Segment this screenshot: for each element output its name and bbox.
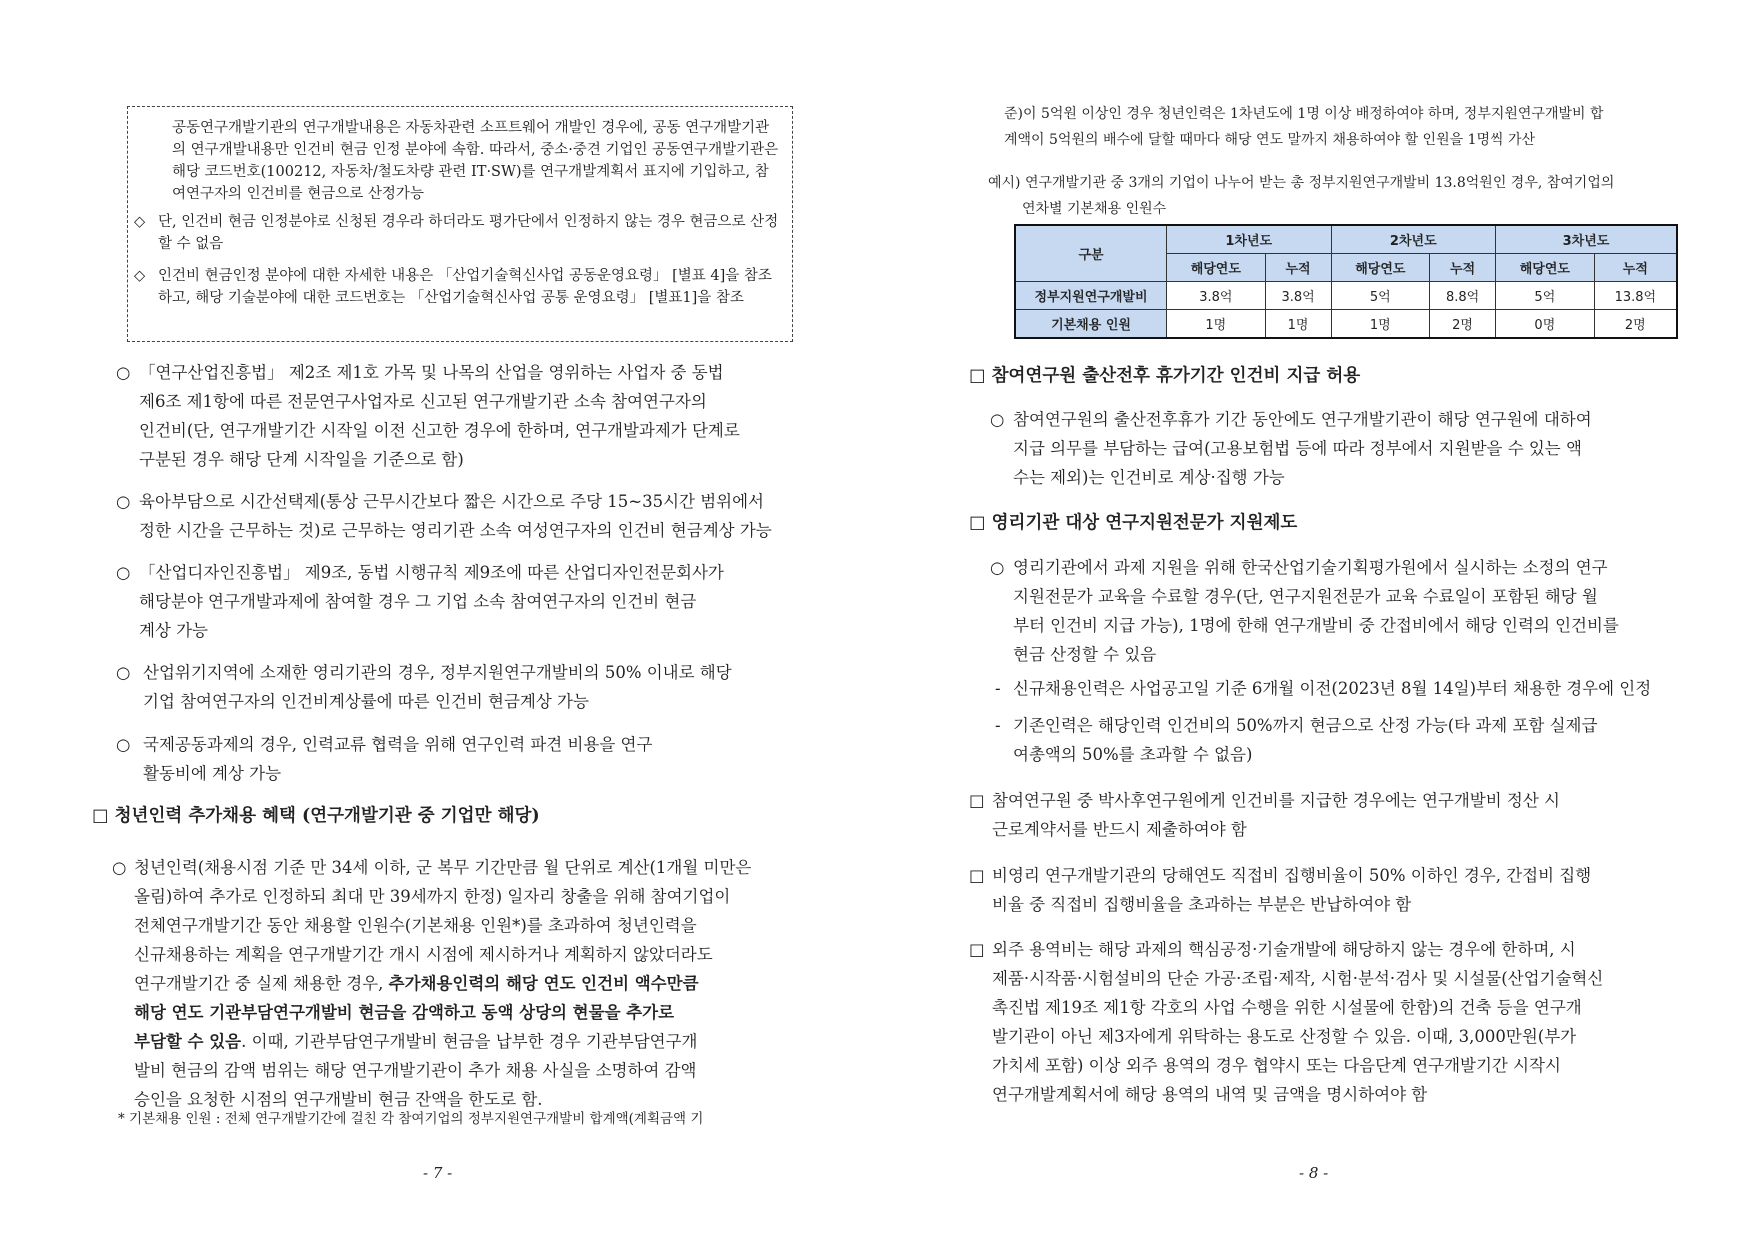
dash-bullet-icon: - [995,716,1001,735]
table-subheader: 누적 [1430,254,1496,282]
right-page-body [876,0,1753,1240]
circle-bullet-icon: ○ [990,410,1005,429]
table-row-label: 기본채용 인원 [1015,310,1167,339]
circle-bullet-icon: ○ [116,492,131,511]
dash-item: 기존인력은 해당인력 인건비의 50%까지 현금으로 산정 가능(타 과제 포함 실제급 여총액의 50%를 초과할 수 없음) [1013,716,1598,764]
section-heading-support-expert: □ 영리기관 대상 연구지원전문가 지원제도 [969,513,1298,533]
diamond-bullet-icon: ◇ [134,268,146,284]
note-box-para-2: 단, 인건비 현금 인정분야로 신청된 경우라 하더라도 평가단에서 인정하지 않는 경우 현금으로 산정할 수 없음 [158,214,779,252]
list-item: 「연구산업진흥법」 제2조 제1호 가목 및 나목의 산업을 영위하는 사업자 중 동법 제6조 제1항에 따른 전문연구사업자로 신고된 연구개발기관 소속 참여연구자의 인건비(단, 연구개발기간 시작일 이전 신고한 경우에 한하며, 연구개발과제가 단계로 구분된 경우 해당 단계 시작일을 기준으로 함) [139,363,740,469]
table-cell: 1명 [1331,310,1430,339]
circle-bullet-icon: ○ [990,558,1005,577]
list-item: 육아부담으로 시간선택제(통상 근무시간보다 짧은 시간으로 주당 15~35시간 범위에서 정한 시간을 근무하는 것)로 근무하는 영리기관 소속 여성연구자의 인건비 현금계상 가능 [139,492,772,540]
note-box [127,106,793,342]
note-box-para-1: 공동연구개발기관의 연구개발내용은 자동차관련 소프트웨어 개발인 경우에, 공동 연구개발기관의 연구개발내용만 인건비 현금 인정 분야에 속함. 따라서, 중소·중견 기업인 공동연구개발기관은 해당 코드번호(100212, 자동차/철도차량 관련 IT·SW)를 연구개발계획서 표지에 기입하고, 참여연구자의 인건비를 현금으로 산정가능 [172,120,779,202]
checkbox-square-icon: □ [969,366,986,386]
table-subheader: 누적 [1594,254,1677,282]
support-expert-paragraph: 영리기관에서 과제 지원을 위해 한국산업기술기획평가원에서 실시하는 소정의 연구 지원전문가 교육을 수료할 경우(단, 연구지원전문가 교육 수료일이 포함된 해당 월 부터 인건비 지급 가능), 1명에 한해 연구개발비 중 간접비에서 해당 인력의 인건비를 현금 산정할 수 있음 [1013,558,1619,664]
example-note: 예시) 연구개발기관 중 3개의 기업이 나누어 받는 총 정부지원연구개발비 13.8억원인 경우, 참여기업의 연차별 기본채용 인원수 [988,175,1615,217]
list-item: 「산업디자인진흥법」 제9조, 동법 시행규칙 제9조에 따른 산업디자인전문회사가 해당분야 연구개발과제에 참여할 경우 그 기업 소속 참여연구자의 인건비 현금 계상 가능 [139,563,724,640]
checkbox-square-icon: □ [969,513,986,533]
circle-bullet-icon: ○ [116,663,131,682]
circle-bullet-icon: ○ [112,858,127,877]
circle-bullet-icon: ○ [116,563,131,582]
table-subheader: 해당연도 [1331,254,1430,282]
outsourcing-item: 외주 용역비는 해당 과제의 핵심공정·기술개발에 해당하지 않는 경우에 한하며, 시 제품·시작품·시험설비의 단순 가공·조립·제작, 시험·분석·검사 및 시설물(산업기술혁신 촉진법 제19조 제1항 각호의 사업 수행을 위한 시설물에 한함)의 건축 등을 연구개 발기관이 아닌 제3자에게 위탁하는 용도로 산정할 수 있음. 이때, 3,000만원(부가 가치세 포함) 이상 외주 용역의 경우 협약시 또는 다음단계 연구개발기간 시작시 연구개발계획서에 해당 용역의 내역 및 금액을 명시하여야 함 [992,940,1604,1104]
table-cell: 1명 [1265,310,1331,339]
list-item: 산업위기지역에 소재한 영리기관의 경우, 정부지원연구개발비의 50% 이내로 해당 기업 참여연구자의 인건비계상률에 따른 인건비 현금계상 가능 [143,663,732,711]
diamond-bullet-icon: ◇ [134,214,146,230]
note-box-para-3: 인건비 현금인정 분야에 대한 자세한 내용은 「산업기술혁신사업 공동운영요령」 [별표 4]을 참조하고, 해당 기술분야에 대한 코드번호는 「산업기술혁신사업 공통 운영요령」 [별표1]을 참조 [158,268,772,306]
table-cell: 0명 [1496,310,1595,339]
left-page [0,0,876,1240]
table-cell: 8.8억 [1430,282,1496,310]
table-year-header: 1차년도 [1167,225,1332,254]
maternity-paragraph: 참여연구원의 출산전후휴가 기간 동안에도 연구개발기관이 해당 연구원에 대하여 지급 의무를 부담하는 급여(고용보험법 등에 따라 정부에서 지원받을 수 있는 액 수는 제외)는 인건비로 계상·집행 가능 [1013,410,1592,487]
page-number: - 8 - [1299,1164,1329,1182]
table-cell: 13.8억 [1594,282,1677,310]
table-cell: 2명 [1430,310,1496,339]
checkbox-square-icon: □ [969,791,985,810]
checkbox-square-icon: □ [969,866,985,885]
table-subheader: 해당연도 [1167,254,1266,282]
youth-paragraph: 청년인력(채용시점 기준 만 34세 이하, 군 복무 기간만큼 월 단위로 계산(1개월 미만은 올림)하여 추가로 인정하되 최대 만 39세까지 한정) 일자리 창출을 위해 참여기업이 전체연구개발기간 동안 채용할 인원수(기본채용 인원*)를 초과하여 청년인력을 신규채용하는 계획을 연구개발기간 개시 시점에 제시하거나 계획하지 않았더라도 연구개발기간 중 실제 채용한 경우, 추가채용인력의 해당 연도 인건비 액수만큼 해당 연도 기관부담연구개발비 현금을 감액하고 동액 상당의 현물을 추가로 부담할 수 있음. 이때, 기관부담연구개발비 현금을 납부한 경우 기관부담연구개 발비 현금의 감액 범위는 해당 연구개발기관이 추가 채용 사실을 소명하여 감액 승인을 요청한 시점의 연구개발비 현금 잔액을 한도로 함. [134,858,752,1109]
table-cell: 3.8억 [1167,282,1266,310]
footnote-continued: 준)이 5억원 이상인 경우 청년인력은 1차년도에 1명 이상 배정하여야 하며, 정부지원연구개발비 합 계액이 5억원의 배수에 달할 때마다 해당 연도 말까지 채용하여야 할 인원을 1명씩 가산 [1004,106,1604,148]
circle-bullet-icon: ○ [116,363,131,382]
table-year-header: 3차년도 [1496,225,1677,254]
circle-bullet-icon: ○ [116,735,131,754]
section-heading-maternity: □ 참여연구원 출산전후 휴가기간 인건비 지급 허용 [969,366,1361,386]
table-cell: 5억 [1496,282,1595,310]
table-cell: 2명 [1594,310,1677,339]
table-year-header: 2차년도 [1331,225,1496,254]
checkbox-square-icon: □ [92,806,109,826]
dash-item: 신규채용인력은 사업공고일 기준 6개월 이전(2023년 8월 14일)부터 채용한 경우에 인정 [1013,679,1652,698]
table-row-label: 정부지원연구개발비 [1015,282,1167,310]
nonprofit-item: 비영리 연구개발기관의 당해연도 직접비 집행비율이 50% 이하인 경우, 간접비 집행 비율 중 직접비 집행비율을 초과하는 부분은 반납하여야 함 [992,866,1592,914]
section-heading-youth: □ 청년인력 추가채용 혜택 (연구개발기관 중 기업만 해당) [92,806,540,826]
page-number: - 7 - [423,1164,453,1182]
list-item: 국제공동과제의 경우, 인력교류 협력을 위해 연구인력 파견 비용을 연구 활동비에 계상 가능 [143,735,653,783]
footnote: * 기본채용 인원 : 전체 연구개발기간에 걸친 각 참여기업의 정부지원연구개발비 합계액(계획금액 기 [118,1111,704,1127]
table-subheader: 해당연도 [1496,254,1595,282]
postdoc-item: 참여연구원 중 박사후연구원에게 인건비를 지급한 경우에는 연구개발비 정산 시 근로계약서를 반드시 제출하여야 함 [992,791,1560,839]
table-cell: 5억 [1331,282,1430,310]
table-subheader: 누적 [1265,254,1331,282]
table-cell: 1명 [1167,310,1266,339]
table-cell: 3.8억 [1265,282,1331,310]
table-corner: 구분 [1015,225,1167,282]
checkbox-square-icon: □ [969,940,985,959]
dash-bullet-icon: - [995,679,1001,698]
